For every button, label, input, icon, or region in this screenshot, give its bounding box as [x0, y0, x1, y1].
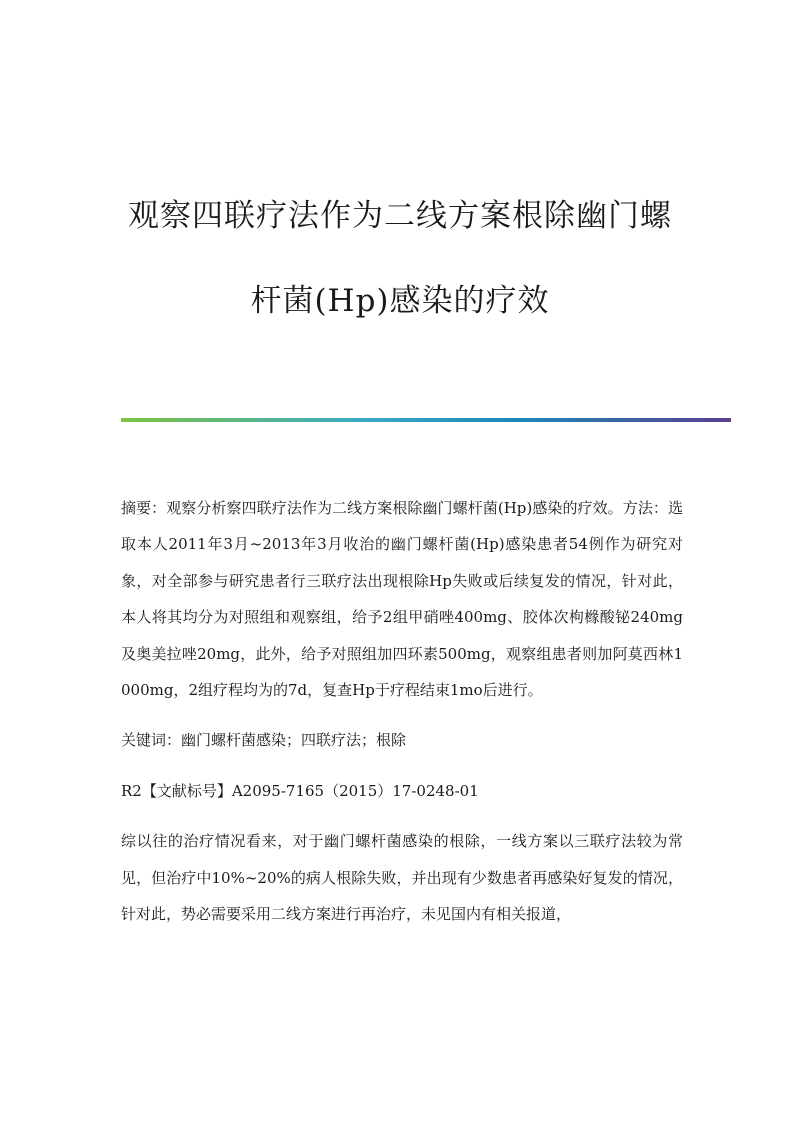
spacer: [121, 708, 683, 722]
keywords-line: 关键词：幽门螺杆菌感染；四联疗法；根除: [121, 731, 407, 750]
abstract-paragraph: 摘要：观察分析察四联疗法作为二线方案根除幽门螺杆菌(Hp)感染的疗效。方法：选取本人2011年3月~2013年3月收治的幽门螺杆菌(Hp)感染患者54例作为研究对象，对全部参与研究患者行三联疗法出现根除Hp失败或后续复发的情况，针对此，本人将其均分为对照组和观察组，给予2组甲硝唑400mg、胶体次枸橼酸铋240mg及奥美拉唑20mg，此外，给予对照组加四环素500mg，观察组患者则加阿莫西林1000mg，2组疗程均为的7d，复查Hp于疗程结束1mo后进行。: [121, 499, 683, 700]
paper-title-line-2: 杆菌(Hp)感染的疗效: [250, 283, 550, 319]
classification-line: R2【文献标号】A2095-7165（2015）17-0248-01: [121, 781, 479, 800]
paper-title-line-1: 观察四联疗法作为二线方案根除幽门螺: [128, 198, 672, 234]
gradient-divider: [121, 418, 731, 422]
spacer: [121, 809, 683, 823]
body-paragraph: 综以往的治疗情况看来，对于幽门螺杆菌感染的根除，一线方案以三联疗法较为常见，但治疗中10%~20%的病人根除失败，并出现有少数患者再感染好复发的情况，针对此，势必需要采用二线方案进行再治疗，未见国内有相关报道，: [121, 832, 683, 924]
paper-content: [121, 490, 683, 932]
spacer: [121, 759, 683, 773]
